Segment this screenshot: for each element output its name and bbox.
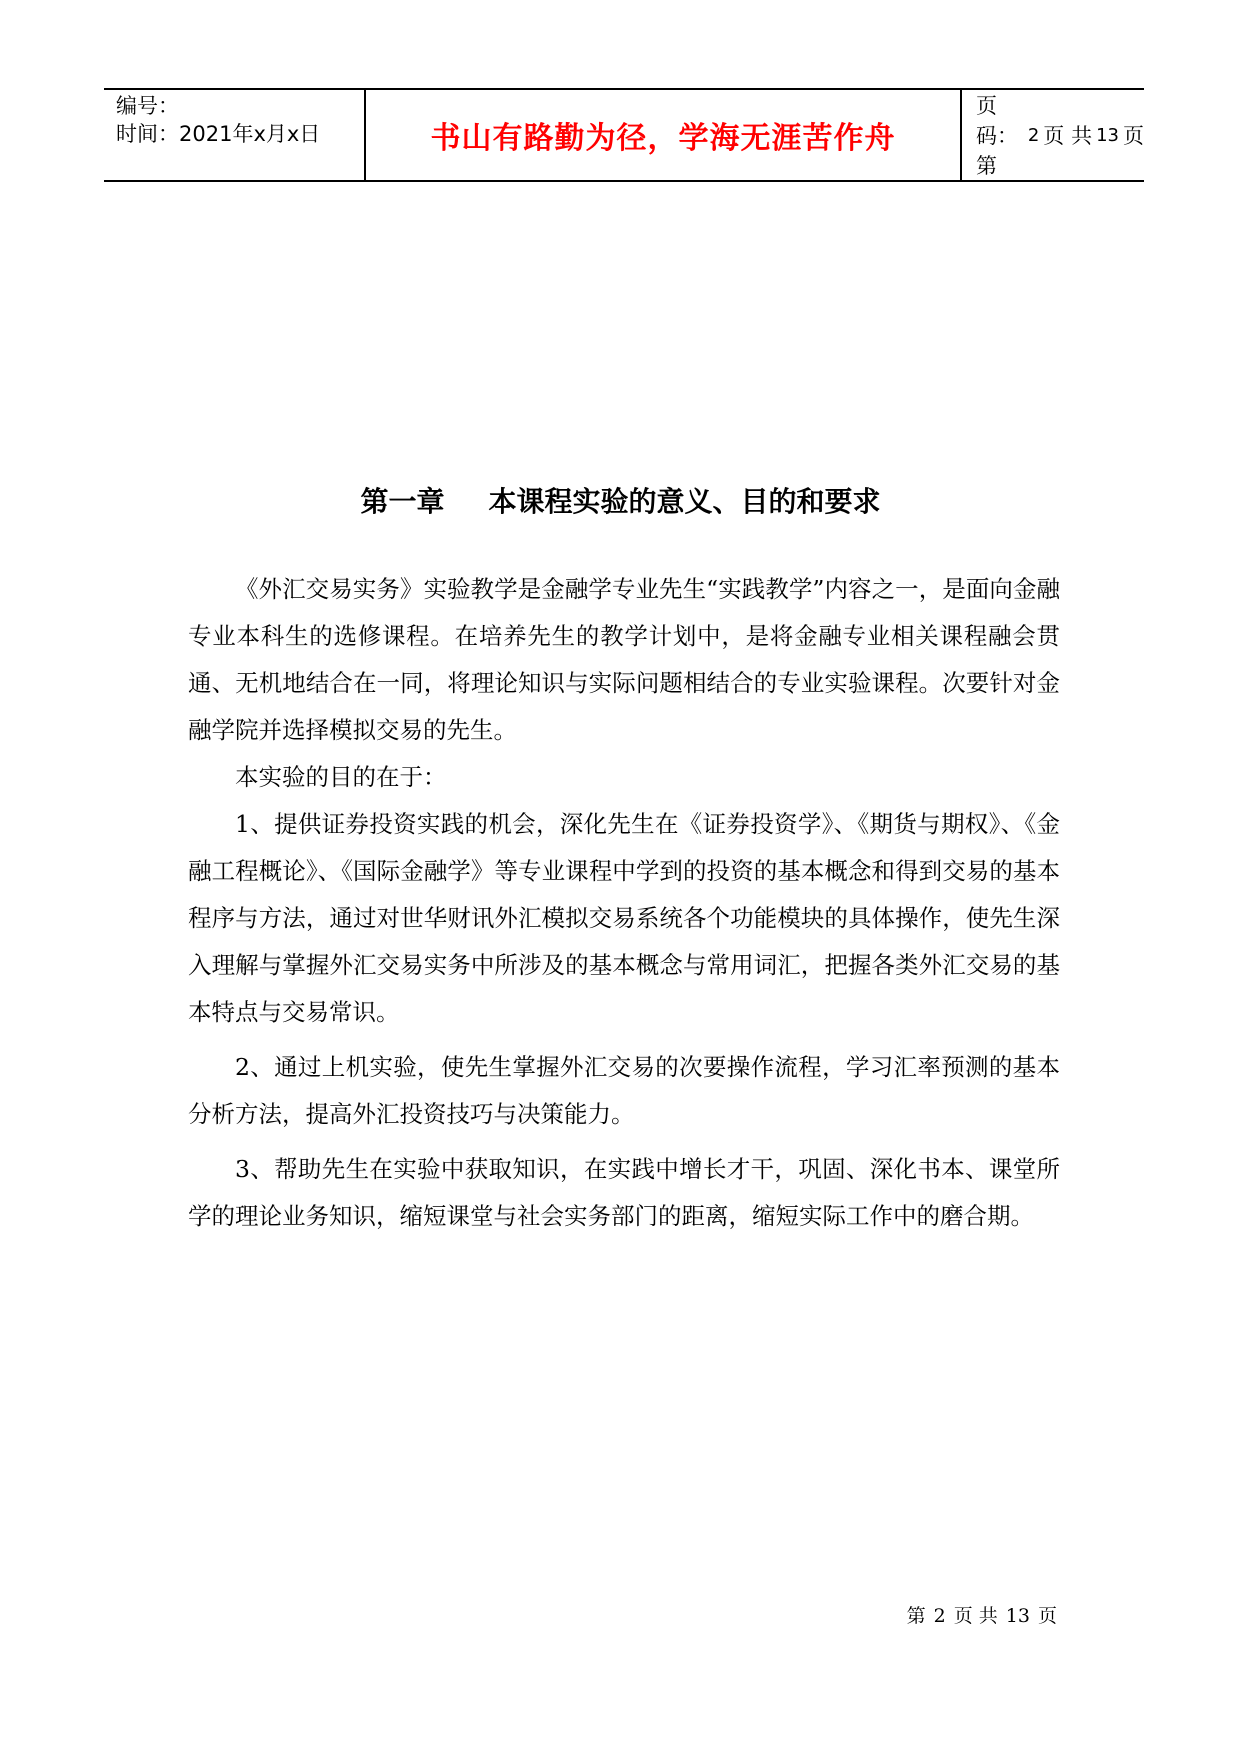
header-page-current: 2 [1027,124,1040,146]
footer-prefix: 第 [906,1605,926,1627]
header-motto: 书山有路勤为径，学海无涯苦作舟 [366,90,962,180]
footer-total: 13 [1005,1605,1030,1627]
page-header [104,88,1144,182]
paragraph-intro: 《外汇交易实务》实验教学是金融学专业先生“实践教学”内容之一，是面向金融专业本科生的选修课程。在培养先生的教学计划中，是将金融专业相关课程融会贯通、无机地结合在一同，将理论知识与实际问题相结合的专业实验课程。次要针对金融学院并选择模拟交易的先生。 [188,575,1060,744]
footer-current: 2 [933,1605,946,1627]
header-page-mid: 页 [1043,124,1065,148]
chapter-number: 第一章 [360,485,445,518]
date-label: 时间：2021年x月x日 [116,122,321,146]
paragraph-purpose-lead: 本实验的目的在于： [235,763,447,791]
body-text [188,566,1060,1240]
paragraph-purpose-3: 3、帮助先生在实验中获取知识，在实践中增长才干，巩固、深化书本、课堂所学的理论业务知识，缩短课堂与社会实务部门的距离，缩短实际工作中的磨合期。 [188,1155,1060,1230]
footer-suffix: 页 [1037,1605,1057,1627]
serial-number-label: 编号： [116,94,179,118]
footer-mid: 页 共 [953,1605,998,1627]
page-footer [903,1603,1061,1629]
header-page-prefix: 页码：第 [976,94,1018,178]
paragraph-purpose-2: 2、通过上机实验，使先生掌握外汇交易的次要操作流程，学习汇率预测的基本分析方法，提高外汇投资技巧与决策能力。 [188,1053,1060,1128]
paragraph-purpose-1: 1、提供证券投资实践的机会，深化先生在《证券投资学》、《期货与期权》、《金融工程概论》、《国际金融学》等专业课程中学到的投资的基本概念和得到交易的基本程序与方法，通过对世华财讯外汇模拟交易系统各个功能模块的具体操作，使先生深入理解与掌握外汇交易实务中所涉及的基本概念与常用词汇，把握各类外汇交易的基本特点与交易常识。 [188,810,1060,1026]
header-page-suffix: 页 [1123,124,1144,148]
header-page-total: 13 [1096,124,1119,146]
header-meta [104,90,366,180]
header-page-info [962,90,1144,180]
chapter-heading [0,478,1241,526]
header-total-prefix: 共 [1071,124,1093,148]
chapter-title: 本课程实验的意义、目的和要求 [488,485,881,518]
